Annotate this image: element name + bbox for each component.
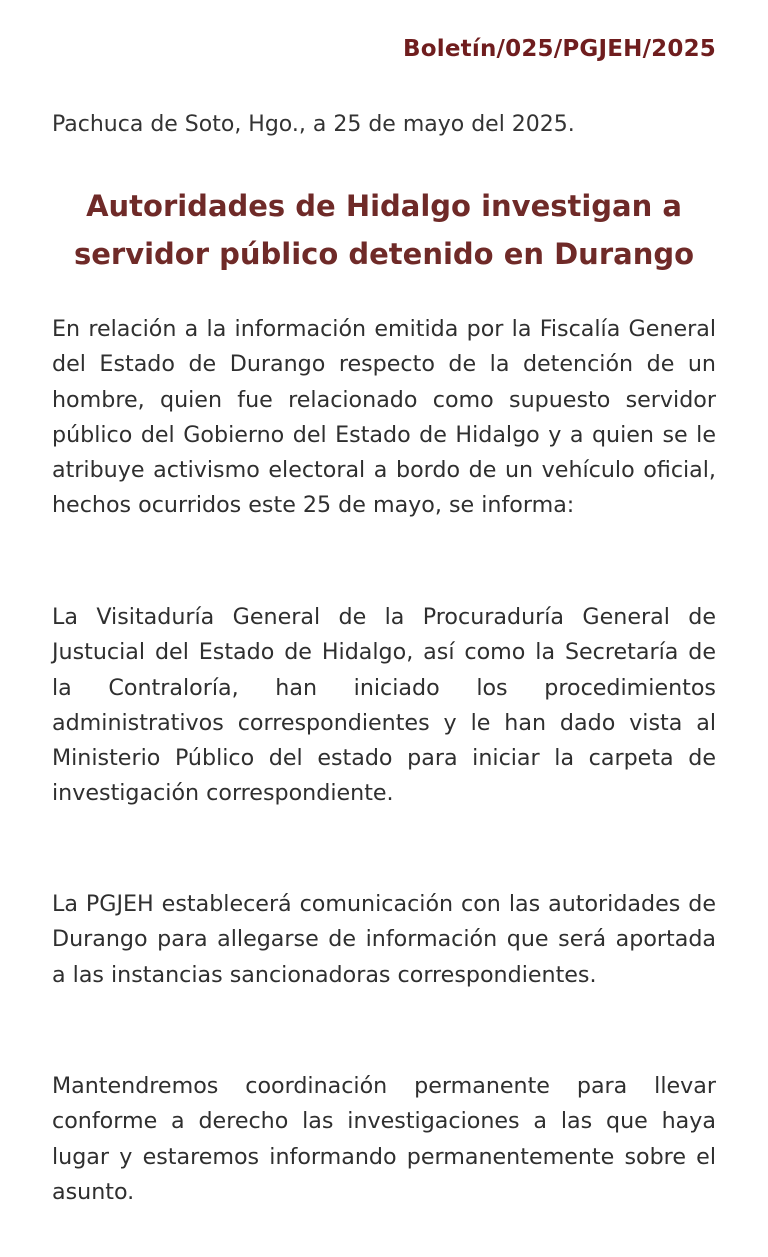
- body-paragraph-3: La PGJEH establecerá comunicación con las autoridades de Durango para allegarse de información que será aportada a las instancias sancionadoras correspondientes.: [52, 891, 716, 988]
- dateline: Pachuca de Soto, Hgo., a 25 de mayo del 2025.: [52, 112, 575, 137]
- headline-line-2: servidor público detenido en Durango: [73, 237, 695, 271]
- headline-line-1: Autoridades de Hidalgo investigan a: [86, 189, 682, 223]
- headline: [52, 182, 716, 278]
- body-paragraph-1: En relación a la información emitida por la Fiscalía General del Estado de Durango respecto de la detención de un hombre, quien fue relacionado como supuesto servidor público del Gobierno del Estado de Hidalgo y a quien se le atribuye activismo electoral a bordo de un vehículo oficial, hechos ocurridos este 25 de mayo, se informa:: [52, 316, 716, 519]
- bulletin-number: Boletín/025/PGJEH/2025: [403, 36, 716, 62]
- body-paragraph-2: La Visitaduría General de la Procuraduría General de Justucial del Estado de Hidalgo, así como la Secretaría de la Contraloría, han iniciado los procedimientos administrativos correspondientes y le han dado vista al Ministerio Público del estado para iniciar la carpeta de investigación correspondiente.: [52, 604, 716, 807]
- body-paragraph-4: Mantendremos coordinación permanente para llevar conforme a derecho las investigaciones a las que haya lugar y estaremos informando permanentemente sobre el asunto.: [52, 1073, 716, 1205]
